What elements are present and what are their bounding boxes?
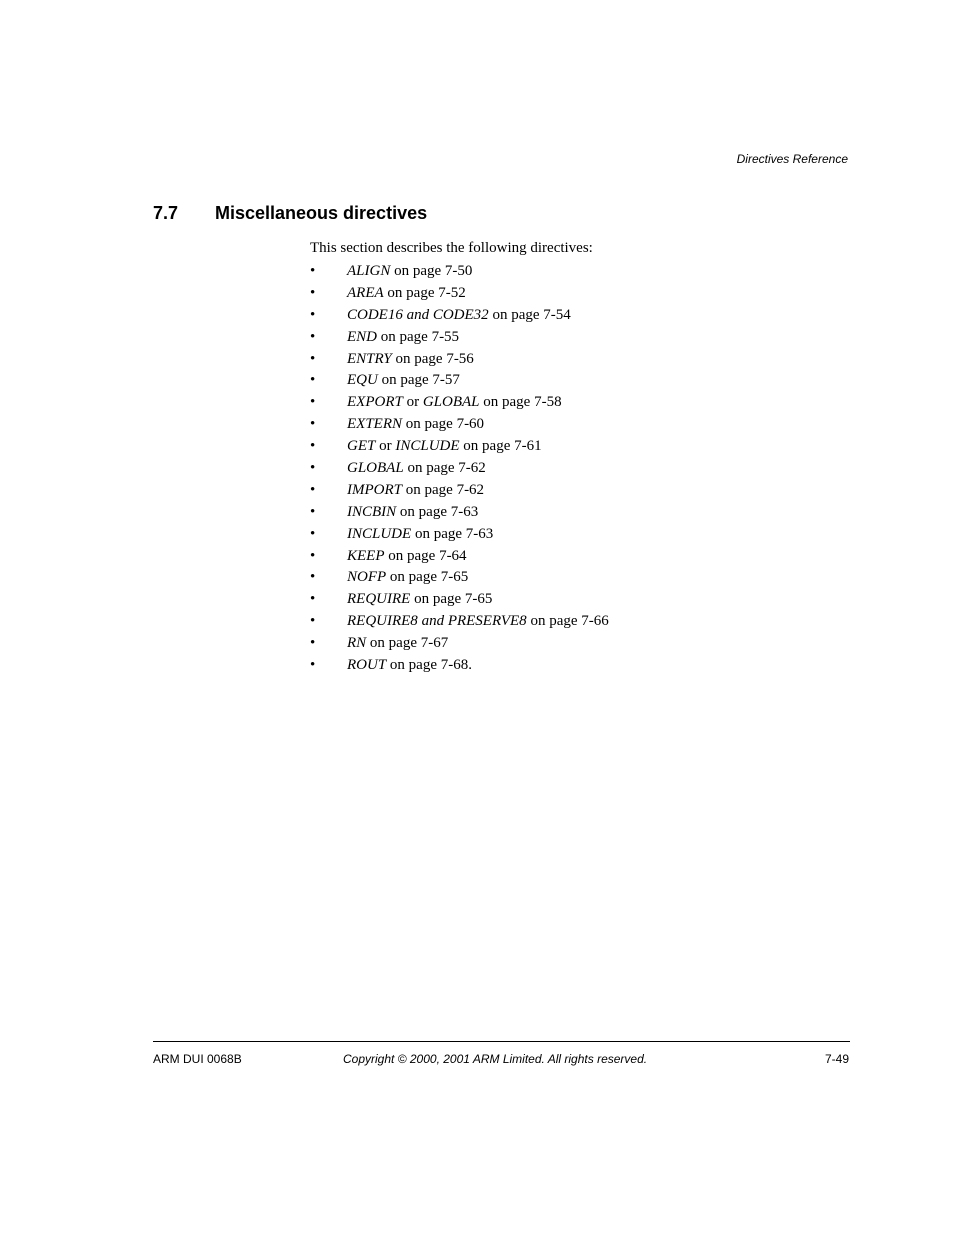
list-item bbox=[310, 262, 609, 284]
bullet: • bbox=[310, 591, 316, 608]
bullet: • bbox=[310, 284, 316, 301]
directive-link[interactable]: ROUT bbox=[347, 657, 387, 674]
directive-link[interactable]: KEEP bbox=[347, 547, 385, 564]
page-ref: on page 7-66 bbox=[526, 613, 609, 630]
list-item bbox=[310, 437, 609, 459]
page-ref: on page 7-52 bbox=[383, 284, 466, 301]
bullet: • bbox=[310, 438, 316, 455]
list-item bbox=[310, 525, 609, 547]
directive-link[interactable]: GLOBAL bbox=[347, 460, 404, 477]
directive-link[interactable]: ALIGN bbox=[347, 263, 391, 279]
page-ref: on page 7-65 bbox=[386, 569, 469, 586]
bullet: • bbox=[310, 460, 316, 477]
bullet: • bbox=[310, 481, 316, 498]
directive-list bbox=[310, 262, 609, 678]
page-ref: on page 7-55 bbox=[377, 328, 460, 345]
list-item bbox=[310, 371, 609, 393]
list-item bbox=[310, 568, 609, 590]
directive-link[interactable]: REQUIRE8 and PRESERVE8 bbox=[347, 613, 527, 630]
bullet: • bbox=[310, 263, 316, 279]
list-item bbox=[310, 656, 609, 678]
list-item bbox=[310, 634, 609, 656]
directive-link[interactable]: EXTERN bbox=[347, 416, 402, 433]
directive-link[interactable]: GET or INCLUDE bbox=[347, 438, 460, 455]
directive-link[interactable]: RN bbox=[347, 635, 367, 652]
page-ref: on page 7-63 bbox=[411, 525, 494, 542]
section-heading bbox=[153, 203, 427, 224]
list-item bbox=[310, 393, 609, 415]
page-ref: on page 7-54 bbox=[488, 306, 571, 323]
section-intro: This section describes the following directives: bbox=[310, 240, 593, 256]
list-item bbox=[310, 459, 609, 481]
directive-link[interactable]: AREA bbox=[347, 284, 384, 301]
directive-link[interactable]: CODE16 and CODE32 bbox=[347, 306, 489, 323]
directive-link[interactable]: ENTRY bbox=[347, 350, 392, 367]
page-ref: on page 7-61 bbox=[459, 438, 542, 455]
page-ref: on page 7-58 bbox=[479, 394, 562, 411]
page-ref: on page 7-56 bbox=[391, 350, 474, 367]
page-ref: on page 7-65 bbox=[410, 591, 493, 608]
bullet: • bbox=[310, 350, 316, 367]
page-ref: on page 7-68. bbox=[386, 657, 472, 674]
directive-link[interactable]: REQUIRE bbox=[347, 591, 411, 608]
bullet: • bbox=[310, 657, 316, 674]
bullet: • bbox=[310, 613, 316, 630]
bullet: • bbox=[310, 635, 316, 652]
bullet: • bbox=[310, 306, 316, 323]
bullet: • bbox=[310, 328, 316, 345]
page-ref: on page 7-60 bbox=[402, 416, 485, 433]
section-title: Miscellaneous directives bbox=[215, 203, 428, 223]
bullet: • bbox=[310, 547, 316, 564]
footer-divider bbox=[153, 1041, 850, 1042]
list-item bbox=[310, 415, 609, 437]
directive-link[interactable]: END bbox=[347, 328, 377, 345]
list-item bbox=[310, 284, 609, 306]
list-item bbox=[310, 590, 609, 612]
page-ref: on page 7-67 bbox=[366, 635, 449, 652]
running-header: Directives Reference bbox=[736, 152, 848, 166]
page-number: 7-49 bbox=[824, 1052, 849, 1066]
directive-link[interactable]: NOFP bbox=[347, 569, 387, 586]
list-item bbox=[310, 481, 609, 503]
bullet: • bbox=[310, 569, 316, 586]
bullet: • bbox=[310, 503, 316, 520]
directive-link[interactable]: INCLUDE bbox=[347, 525, 412, 542]
list-item bbox=[310, 350, 609, 372]
list-item bbox=[310, 306, 609, 328]
directive-link[interactable]: EXPORT or GLOBAL bbox=[347, 394, 480, 411]
directive-link[interactable]: INCBIN bbox=[347, 503, 397, 520]
list-item bbox=[310, 328, 609, 350]
bullet: • bbox=[310, 525, 316, 542]
list-item bbox=[310, 547, 609, 569]
list-item bbox=[310, 503, 609, 525]
bullet: • bbox=[310, 416, 316, 433]
page-ref: on page 7-63 bbox=[396, 503, 479, 520]
directive-link[interactable]: IMPORT bbox=[347, 481, 402, 498]
bullet: • bbox=[310, 394, 316, 411]
page-ref: on page 7-57 bbox=[377, 372, 460, 389]
directive-link[interactable]: EQU bbox=[347, 372, 378, 389]
page-ref: on page 7-62 bbox=[403, 460, 486, 477]
page-ref: on page 7-50 bbox=[390, 263, 473, 279]
page-ref: on page 7-64 bbox=[384, 547, 467, 564]
list-item bbox=[310, 612, 609, 634]
section-number: 7.7 bbox=[153, 203, 179, 223]
copyright-notice: Copyright © 2000, 2001 ARM Limited. All rights reserved. bbox=[343, 1052, 648, 1066]
bullet: • bbox=[310, 372, 316, 389]
document-id: ARM DUI 0068B bbox=[153, 1052, 242, 1066]
page-ref: on page 7-62 bbox=[402, 481, 485, 498]
